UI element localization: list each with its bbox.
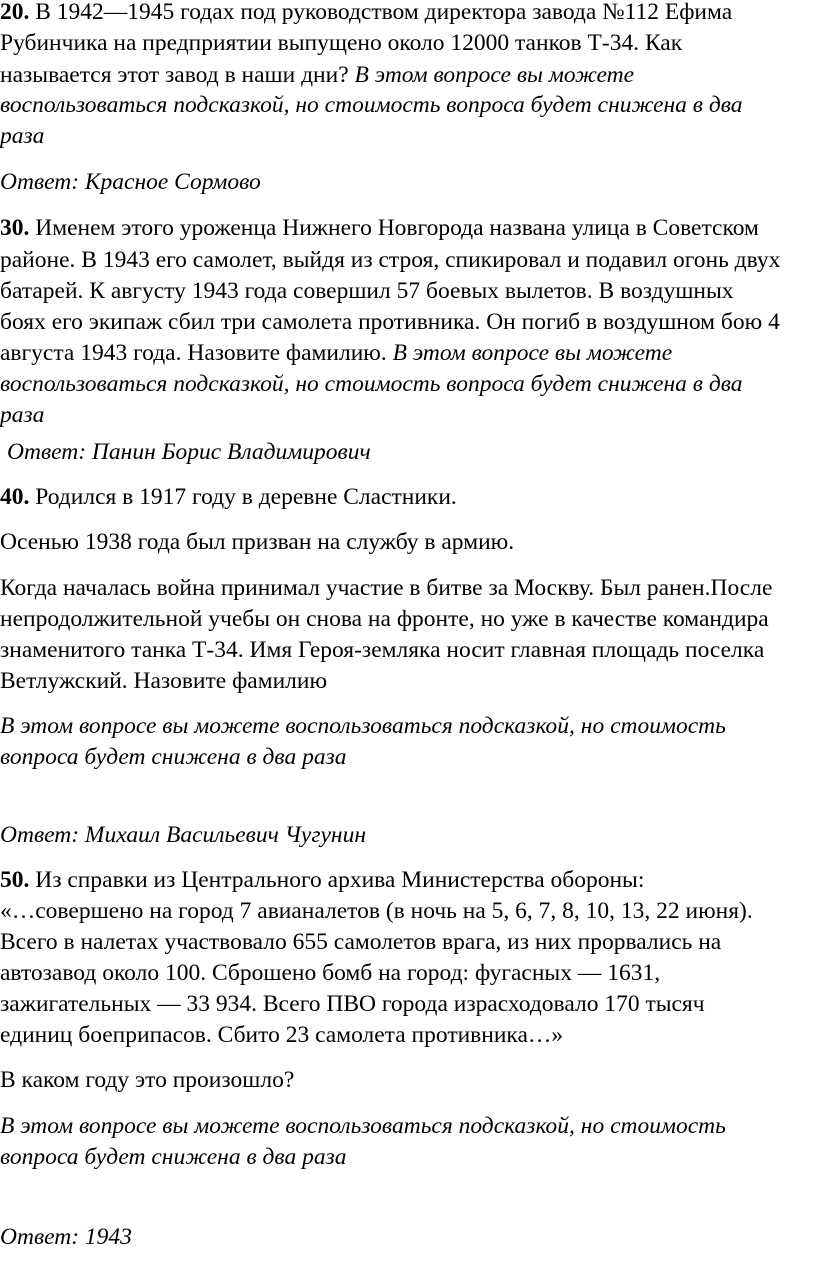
q50-line: единиц боеприпасов. Сбито 23 самолета противника…»	[0, 1022, 564, 1048]
q30-line: батарей. К августу 1943 года совершил 57 боевых вылетов. В воздушных	[0, 278, 734, 304]
q40-line: Когда началась война принимал участие в битве за Москву. Был ранен.После	[0, 575, 773, 601]
q50-line: зажигательных — 33 934. Всего ПВО города израсходовало 170 тысяч	[0, 991, 705, 1017]
q40-hint: вопроса будет снижена в два раза	[0, 744, 347, 770]
q50-hint: В этом вопросе вы можете воспользоваться подсказкой, но стоимость	[0, 1113, 726, 1139]
q40-line: непродолжительной учебы он снова на фронте, но уже в качестве командира	[0, 606, 769, 632]
q50-text: Из справки из Центрального архива Министерства обороны:	[29, 867, 645, 893]
q30-text: Именем этого уроженца Нижнего Новгорода названа улица в Советском	[29, 215, 759, 241]
q30-line: районе. В 1943 его самолет, выйдя из строя, спикировал и подавил огонь двух	[0, 247, 781, 273]
q20-hint: раза	[0, 123, 45, 149]
q20-line	[0, 0, 732, 26]
q40-para: Осенью 1938 года был призван на службу в армию.	[0, 529, 515, 555]
q20-text: В 1942—1945 годах под руководством директора завода №112 Ефима	[29, 0, 733, 25]
q40-line: Ветлужский. Назовите фамилию	[0, 668, 328, 694]
q50-line: автозавод около 100. Сброшено бомб на город: фугасных — 1631,	[0, 960, 661, 986]
q50-line	[0, 866, 644, 894]
q30-hint: раза	[0, 402, 45, 428]
q40-line: знаменитого танка Т-34. Имя Героя-земляка носит главная площадь поселка	[0, 637, 765, 663]
q50-line: «…совершено на город 7 авианалетов (в ночь на 5, 6, 7, 8, 10, 13, 22 июня).	[0, 898, 753, 924]
q30-line: боях его экипаж сбил три самолета противника. Он погиб в воздушном бою 4	[0, 309, 780, 335]
q20-answer: Ответ: Красное Сормово	[0, 169, 261, 195]
q30-hint: В этом вопросе вы можете	[392, 340, 673, 366]
q20-text: называется этот завод в наши дни?	[0, 62, 355, 88]
q30-text: августа 1943 года. Назовите фамилию.	[0, 340, 393, 366]
q30-number: 30.	[0, 215, 30, 241]
q30-hint: воспользоваться подсказкой, но стоимость вопроса будет снижена в два	[0, 371, 743, 397]
q30-line	[0, 339, 672, 367]
q30-answer: Ответ: Панин Борис Владимирович	[7, 439, 371, 465]
q40-text: Родился в 1917 году в деревне Сластники.	[29, 484, 457, 510]
q50-question: В каком году это произошло?	[0, 1067, 295, 1093]
q20-number: 20.	[0, 0, 30, 25]
q50-number: 50.	[0, 867, 30, 893]
q40-line	[0, 483, 457, 511]
q50-hint: вопроса будет снижена в два раза	[0, 1144, 347, 1170]
q40-number: 40.	[0, 484, 30, 510]
q20-hint: воспользоваться подсказкой, но стоимость вопроса будет снижена в два	[0, 92, 743, 118]
q20-line	[0, 61, 634, 89]
q40-answer: Ответ: Михаил Васильевич Чугунин	[0, 822, 366, 848]
q30-line	[0, 214, 759, 242]
q20-hint: В этом вопросе вы можете	[354, 62, 635, 88]
q50-line: Всего в налетах участвовало 655 самолетов врага, из них прорвались на	[0, 929, 722, 955]
q40-hint: В этом вопросе вы можете воспользоваться подсказкой, но стоимость	[0, 713, 726, 739]
q50-answer: Ответ: 1943	[0, 1224, 132, 1250]
q20-line: Рубинчика на предприятии выпущено около 12000 танков Т-34. Как	[0, 30, 683, 56]
